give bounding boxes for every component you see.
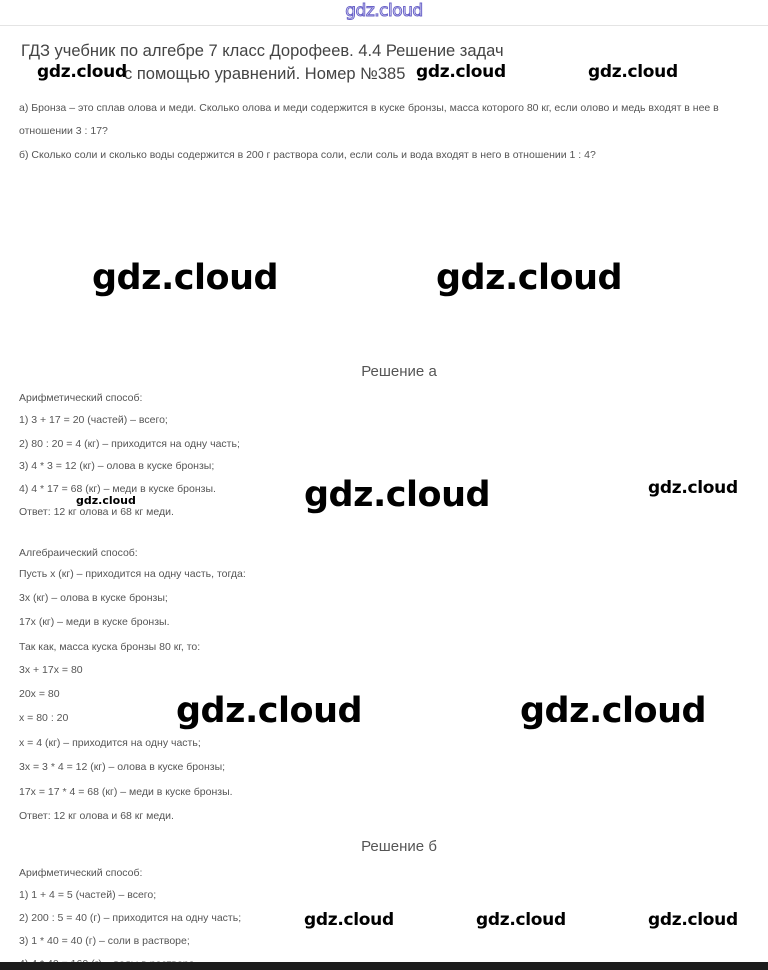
solution-a-alg-step: 3x (кг) – олова в куске бронзы;: [19, 592, 168, 604]
solution-b-arith-heading: Арифметический способ:: [19, 867, 143, 879]
watermark: gdz.cloud: [648, 910, 738, 930]
solution-b-heading: Решение б: [361, 838, 437, 855]
solution-a-arith-step: 3) 4 * 3 = 12 (кг) – олова в куске бронзы;: [19, 460, 215, 472]
problem-a: а) Бронза – это сплав олова и меди. Сколько олова и меди содержится в куске бронзы, масса которого 80 кг, если олово и медь входят в нее в отношении 3 : 17?: [19, 102, 719, 137]
watermark: gdz.cloud: [76, 494, 136, 507]
solution-a-alg-step: x = 4 (кг) – приходится на одну часть;: [19, 737, 201, 749]
watermark: gdz.cloud: [176, 691, 363, 731]
top-bar: [0, 0, 768, 26]
solution-b-arith-step: 3) 1 * 40 = 40 (г) – соли в растворе;: [19, 935, 190, 947]
solution-a-arith-step: 2) 80 : 20 = 4 (кг) – приходится на одну часть;: [19, 438, 240, 450]
solution-a-arith-answer: Ответ: 12 кг олова и 68 кг меди.: [19, 506, 174, 518]
watermark: gdz.cloud: [476, 910, 566, 930]
page-title-line-1: ГДЗ учебник по алгебре 7 класс Дорофеев. 4.4 Решение задач: [21, 42, 504, 60]
watermark: gdz.cloud: [648, 478, 738, 498]
solution-a-alg-answer: Ответ: 12 кг олова и 68 кг меди.: [19, 810, 174, 822]
solution-b-arith-step: 2) 200 : 5 = 40 (г) – приходится на одну часть;: [19, 912, 242, 924]
watermark: gdz.cloud: [92, 258, 279, 298]
solution-a-heading: Решение а: [361, 363, 437, 380]
solution-a-alg-heading: Алгебраический способ:: [19, 547, 138, 559]
watermark: gdz.cloud: [416, 62, 506, 82]
watermark: gdz.cloud: [520, 691, 707, 731]
solution-a-arith-step: 1) 3 + 17 = 20 (частей) – всего;: [19, 414, 168, 426]
watermark: gdz.cloud: [588, 62, 678, 82]
watermark: gdz.cloud: [37, 62, 127, 82]
watermark: gdz.cloud: [304, 475, 491, 515]
site-logo[interactable]: gdz.cloud: [345, 1, 423, 21]
problem-b: б) Сколько соли и сколько воды содержится в 200 г раствора соли, если соль и вода входят в него в отношении 1 : 4?: [19, 149, 596, 161]
bottom-bar: [0, 962, 768, 970]
solution-a-alg-step: Так как, масса куска бронзы 80 кг, то:: [19, 641, 201, 653]
solution-a-alg-step: 3x = 3 * 4 = 12 (кг) – олова в куске бронзы;: [19, 761, 226, 773]
watermark: gdz.cloud: [436, 258, 623, 298]
solution-a-alg-step: 20x = 80: [19, 688, 60, 700]
solution-a-alg-step: 17x (кг) – меди в куске бронзы.: [19, 616, 170, 628]
solution-a-alg-step: x = 80 : 20: [19, 712, 69, 724]
solution-a-arith-heading: Арифметический способ:: [19, 392, 143, 404]
solution-a-alg-step: 17x = 17 * 4 = 68 (кг) – меди в куске бронзы.: [19, 786, 233, 798]
solution-a-arith-step: 4) 4 * 17 = 68 (кг) – меди в куске бронзы.: [19, 483, 216, 495]
solution-a-alg-step: 3x + 17x = 80: [19, 664, 83, 676]
solution-b-arith-step: 1) 1 + 4 = 5 (частей) – всего;: [19, 889, 157, 901]
watermark: gdz.cloud: [304, 910, 394, 930]
solution-a-alg-step: Пусть x (кг) – приходится на одну часть, тогда:: [19, 568, 246, 580]
page-title-line-2: с помощью уравнений. Номер №385: [124, 65, 406, 83]
